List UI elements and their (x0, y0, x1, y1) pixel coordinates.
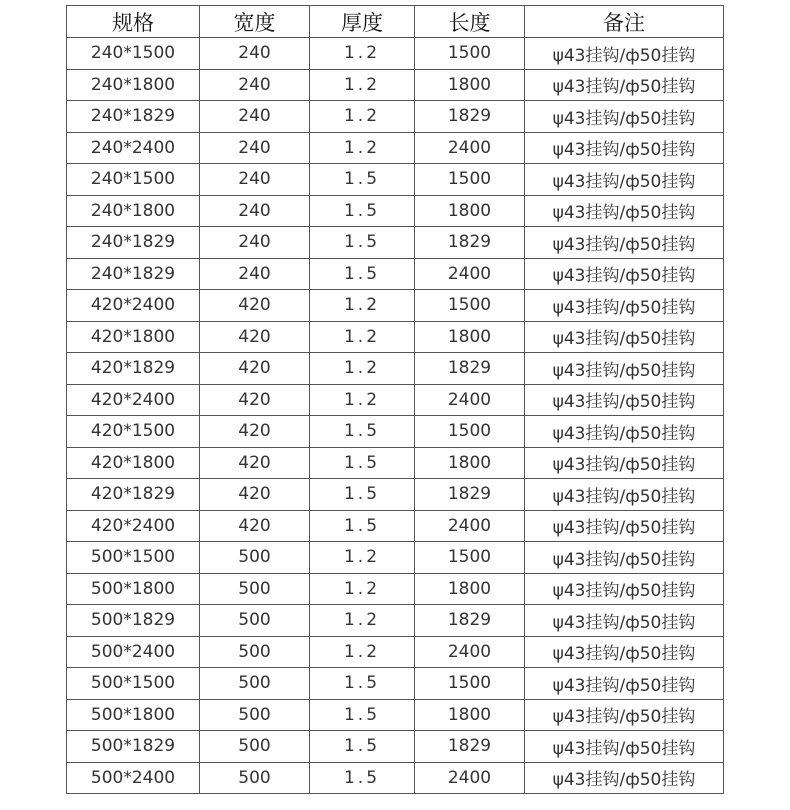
header-length: 长度 (415, 6, 525, 38)
cell-remarks: ψ43挂钩/ф50挂钩 (525, 132, 724, 164)
cell-thickness: 1.2 (310, 101, 415, 133)
cell-remarks: ψ43挂钩/ф50挂钩 (525, 668, 724, 700)
cell-length: 1800 (415, 447, 525, 479)
cell-remarks: ψ43挂钩/ф50挂钩 (525, 762, 724, 794)
cell-length: 2400 (415, 510, 525, 542)
cell-remarks: ψ43挂钩/ф50挂钩 (525, 699, 724, 731)
cell-thickness: 1.5 (310, 699, 415, 731)
cell-remarks: ψ43挂钩/ф50挂钩 (525, 510, 724, 542)
cell-thickness: 1.2 (310, 573, 415, 605)
cell-thickness: 1.5 (310, 668, 415, 700)
table-row (67, 69, 724, 101)
cell-remarks: ψ43挂钩/ф50挂钩 (525, 542, 724, 574)
cell-remarks: ψ43挂钩/ф50挂钩 (525, 605, 724, 637)
cell-length: 1829 (415, 353, 525, 385)
cell-width: 240 (200, 38, 310, 70)
cell-width: 240 (200, 69, 310, 101)
cell-width: 420 (200, 479, 310, 511)
cell-spec: 420*1829 (67, 353, 200, 385)
table-header-row (67, 6, 724, 38)
table-row (67, 321, 724, 353)
cell-width: 500 (200, 636, 310, 668)
cell-remarks: ψ43挂钩/ф50挂钩 (525, 164, 724, 196)
cell-thickness: 1.2 (310, 38, 415, 70)
table-row (67, 101, 724, 133)
cell-spec: 420*2400 (67, 384, 200, 416)
cell-width: 500 (200, 699, 310, 731)
cell-thickness: 1.2 (310, 542, 415, 574)
cell-length: 1829 (415, 605, 525, 637)
cell-remarks: ψ43挂钩/ф50挂钩 (525, 447, 724, 479)
table-row (67, 573, 724, 605)
cell-thickness: 1.2 (310, 384, 415, 416)
cell-thickness: 1.2 (310, 290, 415, 322)
cell-width: 240 (200, 132, 310, 164)
cell-thickness: 1.5 (310, 195, 415, 227)
cell-thickness: 1.5 (310, 258, 415, 290)
table-row (67, 38, 724, 70)
cell-spec: 240*1829 (67, 101, 200, 133)
cell-remarks: ψ43挂钩/ф50挂钩 (525, 479, 724, 511)
table-row (67, 636, 724, 668)
table-row (67, 227, 724, 259)
cell-spec: 500*1800 (67, 573, 200, 605)
table-row (67, 353, 724, 385)
table-body (67, 38, 724, 794)
cell-length: 1800 (415, 573, 525, 605)
cell-length: 1800 (415, 321, 525, 353)
cell-remarks: ψ43挂钩/ф50挂钩 (525, 321, 724, 353)
spec-table-container (66, 5, 723, 794)
cell-thickness: 1.2 (310, 636, 415, 668)
table-row (67, 479, 724, 511)
cell-length: 1500 (415, 38, 525, 70)
table-row (67, 258, 724, 290)
cell-remarks: ψ43挂钩/ф50挂钩 (525, 38, 724, 70)
cell-width: 420 (200, 290, 310, 322)
cell-thickness: 1.5 (310, 510, 415, 542)
cell-spec: 240*1829 (67, 258, 200, 290)
cell-spec: 500*1829 (67, 605, 200, 637)
cell-width: 240 (200, 164, 310, 196)
cell-width: 420 (200, 321, 310, 353)
cell-length: 1829 (415, 101, 525, 133)
table-row (67, 731, 724, 763)
cell-thickness: 1.2 (310, 69, 415, 101)
cell-length: 1500 (415, 668, 525, 700)
cell-thickness: 1.5 (310, 762, 415, 794)
cell-remarks: ψ43挂钩/ф50挂钩 (525, 227, 724, 259)
cell-remarks: ψ43挂钩/ф50挂钩 (525, 353, 724, 385)
table-row (67, 699, 724, 731)
cell-width: 420 (200, 384, 310, 416)
table-row (67, 762, 724, 794)
cell-spec: 240*1500 (67, 164, 200, 196)
cell-thickness: 1.5 (310, 164, 415, 196)
table-row (67, 195, 724, 227)
cell-thickness: 1.5 (310, 479, 415, 511)
cell-remarks: ψ43挂钩/ф50挂钩 (525, 195, 724, 227)
cell-remarks: ψ43挂钩/ф50挂钩 (525, 384, 724, 416)
cell-length: 1829 (415, 479, 525, 511)
header-thickness: 厚度 (310, 6, 415, 38)
cell-remarks: ψ43挂钩/ф50挂钩 (525, 101, 724, 133)
cell-width: 420 (200, 416, 310, 448)
cell-length: 2400 (415, 762, 525, 794)
table-row (67, 510, 724, 542)
cell-remarks: ψ43挂钩/ф50挂钩 (525, 731, 724, 763)
cell-length: 2400 (415, 258, 525, 290)
cell-width: 500 (200, 731, 310, 763)
cell-spec: 240*1800 (67, 69, 200, 101)
header-spec: 规格 (67, 6, 200, 38)
cell-spec: 500*2400 (67, 762, 200, 794)
cell-remarks: ψ43挂钩/ф50挂钩 (525, 69, 724, 101)
cell-spec: 420*1800 (67, 447, 200, 479)
cell-width: 240 (200, 258, 310, 290)
cell-width: 500 (200, 762, 310, 794)
header-width: 宽度 (200, 6, 310, 38)
table-row (67, 542, 724, 574)
cell-spec: 500*1500 (67, 668, 200, 700)
cell-length: 1800 (415, 69, 525, 101)
spec-table (66, 5, 724, 794)
cell-thickness: 1.2 (310, 321, 415, 353)
table-row (67, 132, 724, 164)
cell-remarks: ψ43挂钩/ф50挂钩 (525, 416, 724, 448)
cell-thickness: 1.2 (310, 132, 415, 164)
cell-remarks: ψ43挂钩/ф50挂钩 (525, 636, 724, 668)
cell-thickness: 1.2 (310, 605, 415, 637)
cell-width: 500 (200, 668, 310, 700)
cell-length: 2400 (415, 132, 525, 164)
cell-remarks: ψ43挂钩/ф50挂钩 (525, 258, 724, 290)
cell-width: 500 (200, 573, 310, 605)
cell-spec: 420*1800 (67, 321, 200, 353)
cell-length: 1829 (415, 227, 525, 259)
cell-width: 420 (200, 353, 310, 385)
cell-width: 240 (200, 195, 310, 227)
cell-spec: 420*1500 (67, 416, 200, 448)
table-row (67, 605, 724, 637)
cell-width: 500 (200, 542, 310, 574)
cell-spec: 420*1829 (67, 479, 200, 511)
cell-remarks: ψ43挂钩/ф50挂钩 (525, 573, 724, 605)
header-remarks: 备注 (525, 6, 724, 38)
cell-length: 1800 (415, 195, 525, 227)
table-row (67, 447, 724, 479)
cell-length: 2400 (415, 636, 525, 668)
cell-width: 500 (200, 605, 310, 637)
cell-length: 1500 (415, 290, 525, 322)
cell-length: 1829 (415, 731, 525, 763)
cell-spec: 420*2400 (67, 290, 200, 322)
table-row (67, 164, 724, 196)
cell-spec: 240*2400 (67, 132, 200, 164)
cell-spec: 500*1800 (67, 699, 200, 731)
cell-spec: 240*1829 (67, 227, 200, 259)
cell-width: 420 (200, 510, 310, 542)
cell-spec: 240*1800 (67, 195, 200, 227)
table-row (67, 668, 724, 700)
cell-length: 1800 (415, 699, 525, 731)
cell-width: 420 (200, 447, 310, 479)
cell-thickness: 1.2 (310, 353, 415, 385)
cell-spec: 500*1829 (67, 731, 200, 763)
cell-remarks: ψ43挂钩/ф50挂钩 (525, 290, 724, 322)
cell-spec: 500*1500 (67, 542, 200, 574)
cell-length: 1500 (415, 416, 525, 448)
cell-width: 240 (200, 227, 310, 259)
cell-thickness: 1.5 (310, 416, 415, 448)
table-row (67, 384, 724, 416)
cell-thickness: 1.5 (310, 227, 415, 259)
cell-spec: 420*2400 (67, 510, 200, 542)
cell-width: 240 (200, 101, 310, 133)
cell-spec: 240*1500 (67, 38, 200, 70)
table-row (67, 416, 724, 448)
cell-length: 2400 (415, 384, 525, 416)
cell-thickness: 1.5 (310, 731, 415, 763)
cell-length: 1500 (415, 542, 525, 574)
cell-thickness: 1.5 (310, 447, 415, 479)
cell-length: 1500 (415, 164, 525, 196)
table-row (67, 290, 724, 322)
cell-spec: 500*2400 (67, 636, 200, 668)
